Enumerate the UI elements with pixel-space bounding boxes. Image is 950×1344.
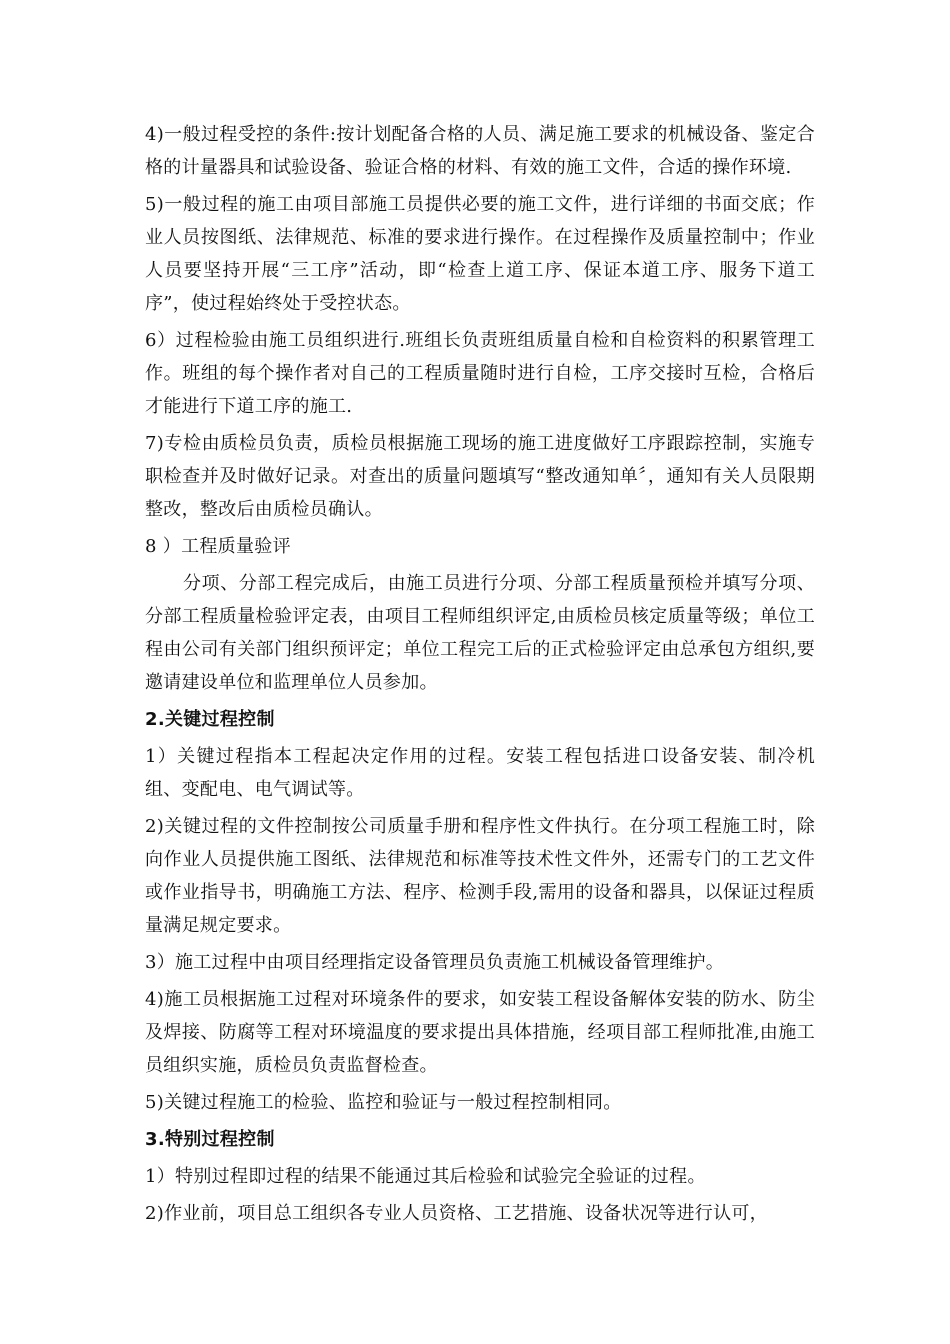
special-process-item-1: 1）特别过程即过程的结果不能通过其后检验和试验完全验证的过程。 [145,1166,706,1187]
key-process-item-5: 5)关键过程施工的检验、监控和验证与一般过程控制相同。 [145,1092,622,1113]
key-process-item-2: 2)关键过程的文件控制按公司质量手册和程序性文件执行。在分项工程施工时，除向作业人员提供施工图纸、法律规范和标准等技术性文件外，还需专门的工艺文件或作业指导书，明确施工方法、程序、检测手段,需用的设备和器具，以保证过程质量满足规定要求。 [145,816,815,936]
document-body [145,118,815,1234]
key-process-item-3: 3）施工过程中由项目经理指定设备管理员负责施工机械设备管理维护。 [145,952,725,973]
paragraph-7: 7)专检由质检员负责，质检员根据施工现场的施工进度做好工序跟踪控制，实施专职检查并及时做好记录。对查出的质量问题填写“整改通知单〞，通知有关人员限期整改，整改后由质检员确认。 [145,433,815,520]
key-process-item-1: 1）关键过程指本工程起决定作用的过程。安装工程包括进口设备安装、制冷机组、变配电、电气调试等。 [145,746,815,800]
paragraph-5: 5)一般过程的施工由项目部施工员提供必要的施工文件，进行详细的书面交底；作业人员按图纸、法律规范、标准的要求进行操作。在过程操作及质量控制中；作业人员要坚持开展“三工序”活动，即“检查上道工序、保证本道工序、服务下道工序”，使过程始终处于受控状态。 [145,194,815,314]
section-heading-key-process: 2.关键过程控制 [145,709,275,730]
paragraph-8-title: 8 ）工程质量验评 [145,536,291,557]
paragraph-8-body: 分项、分部工程完成后，由施工员进行分项、分部工程质量预检并填写分项、分部工程质量检验评定表，由项目工程师组织评定,由质检员核定质量等级；单位工程由公司有关部门组织预评定；单位工程完工后的正式检验评定由总承包方组织,要邀请建设单位和监理单位人员参加。 [145,573,815,693]
special-process-item-2: 2)作业前，项目总工组织各专业人员资格、工艺措施、设备状况等进行认可， [145,1203,768,1224]
section-heading-special-process: 3.特别过程控制 [145,1129,275,1150]
key-process-item-4: 4)施工员根据施工过程对环境条件的要求，如安装工程设备解体安装的防水、防尘及焊接、防腐等工程对环境温度的要求提出具体措施，经项目部工程师批准,由施工员组织实施，质检员负责监督检查。 [145,989,815,1076]
paragraph-4: 4)一般过程受控的条件:按计划配备合格的人员、满足施工要求的机械设备、鉴定合格的计量器具和试验设备、验证合格的材料、有效的施工文件，合适的操作环境. [145,124,815,178]
paragraph-6: 6）过程检验由施工员组织进行.班组长负责班组质量自检和自检资料的积累管理工作。班组的每个操作者对自己的工程质量随时进行自检，工序交接时互检，合格后才能进行下道工序的施工. [145,330,815,417]
